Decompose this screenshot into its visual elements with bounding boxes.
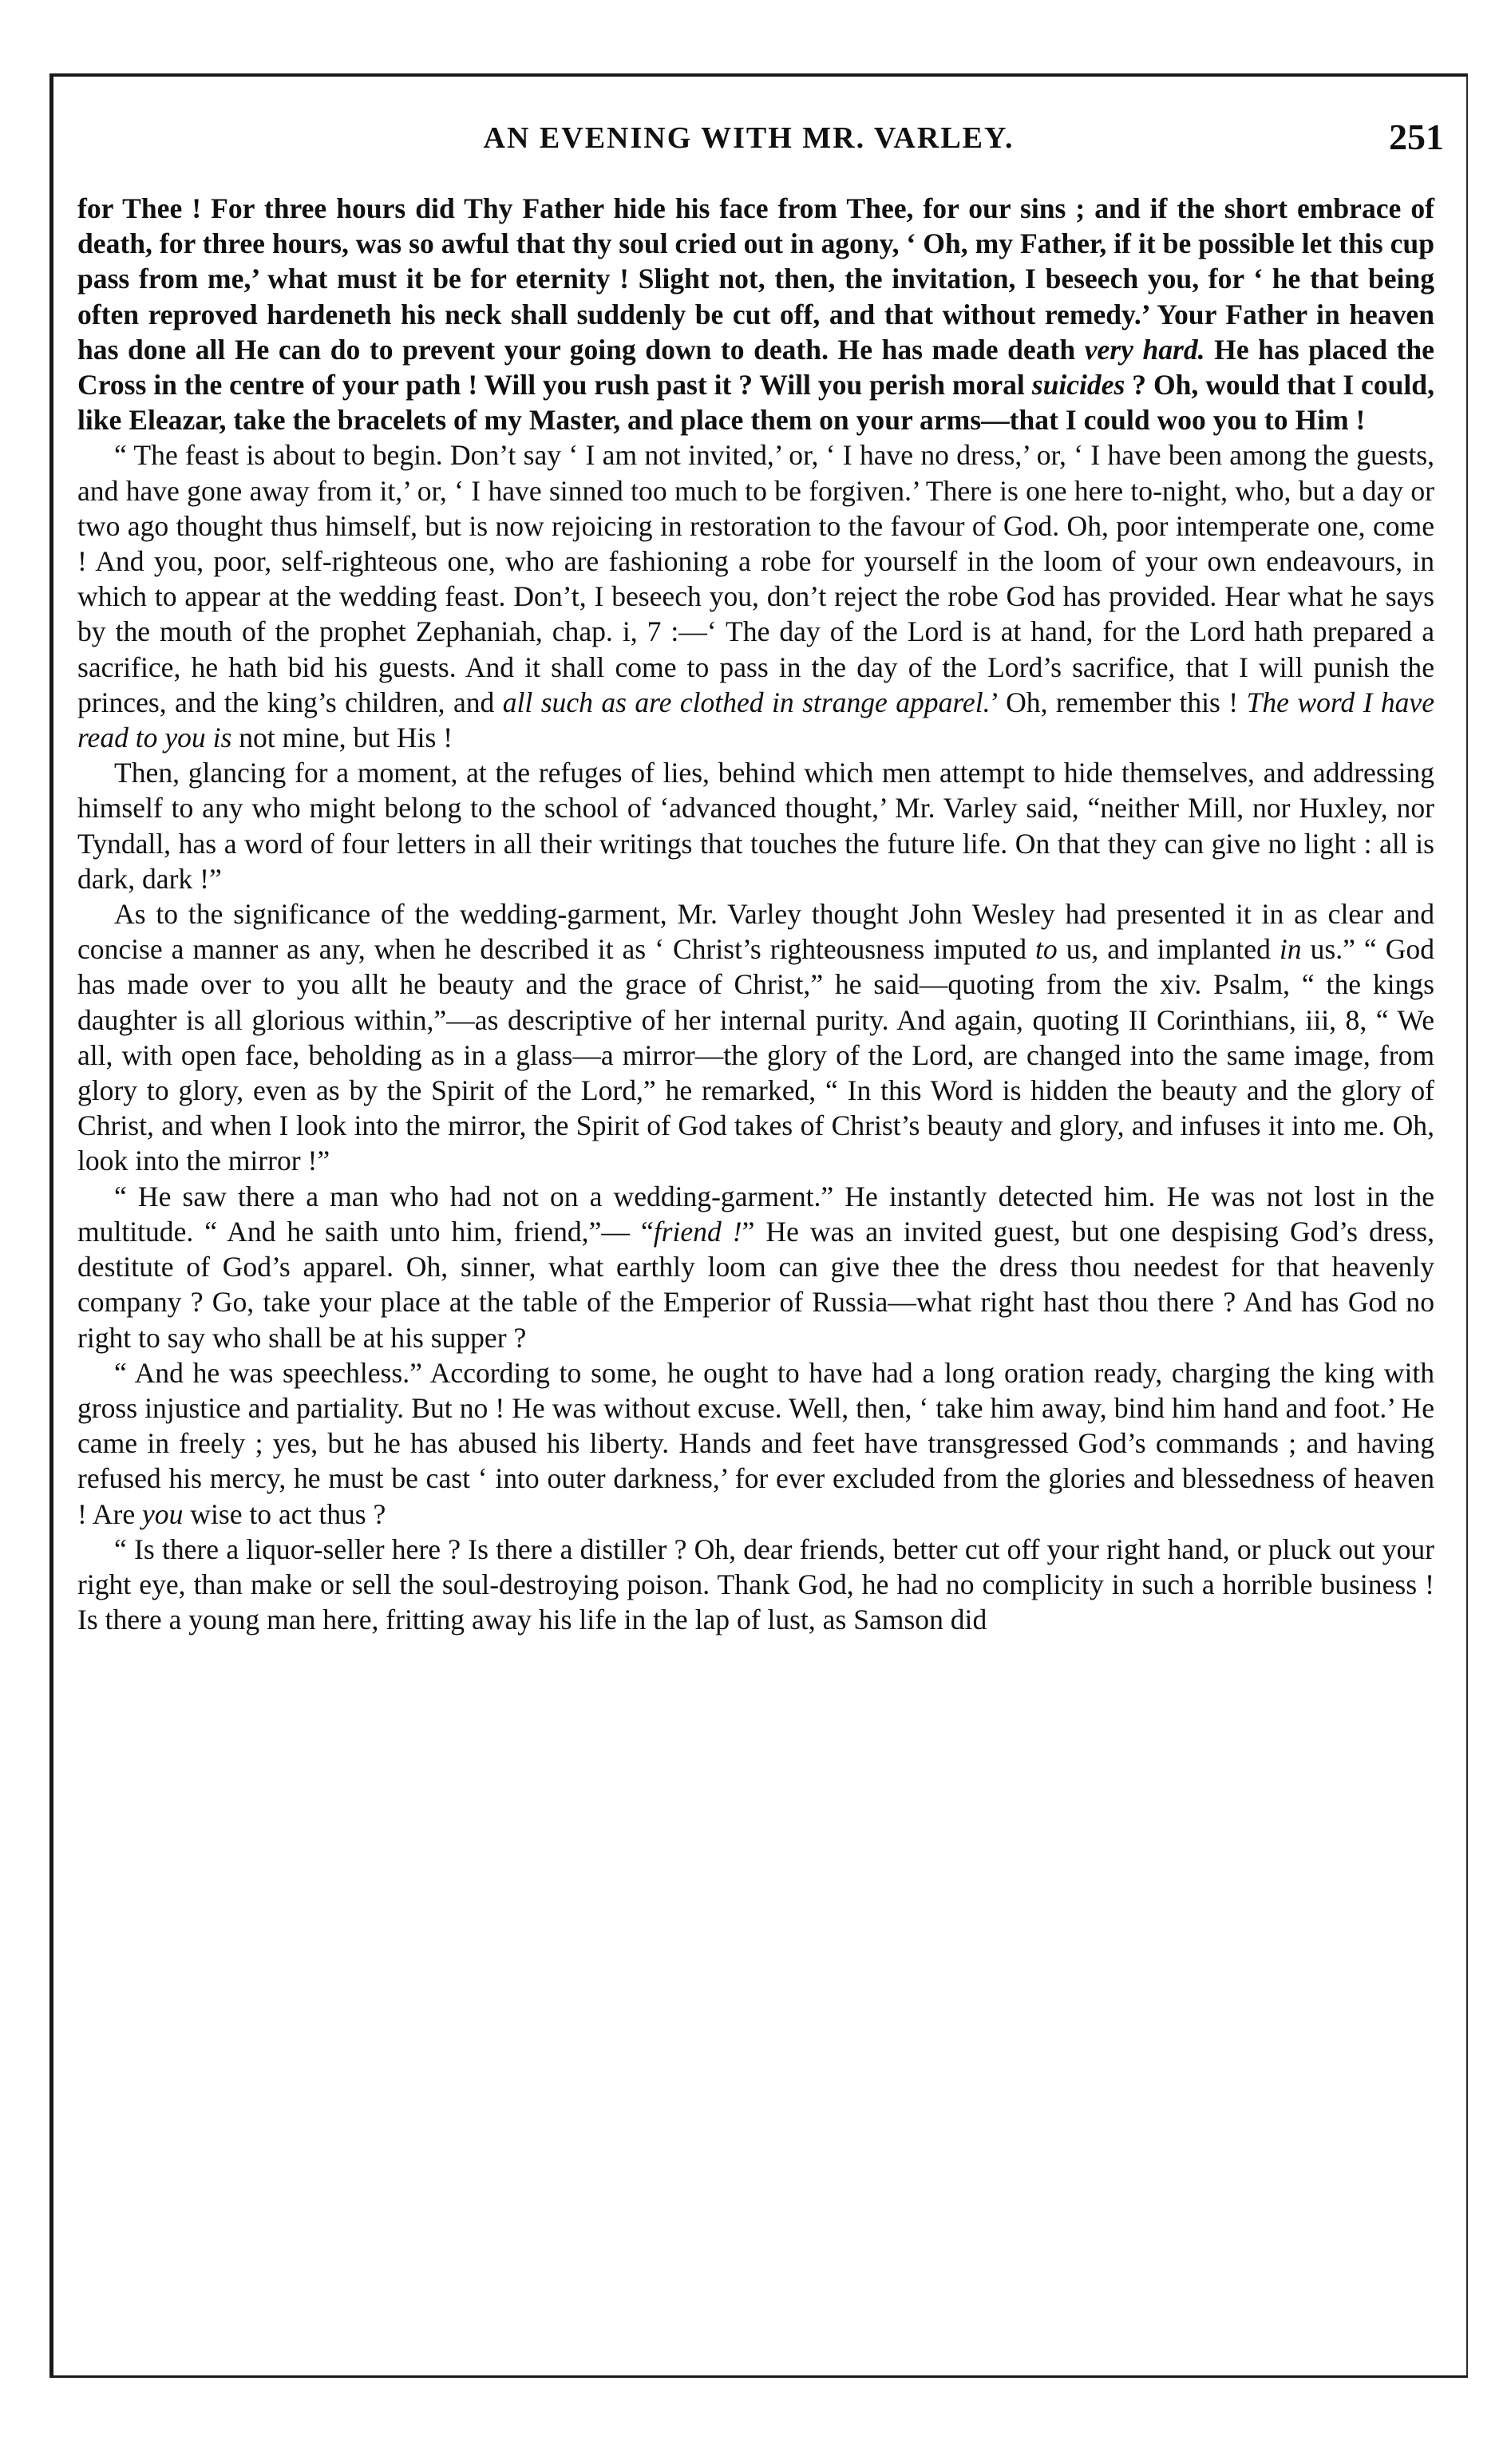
text-run: “ He saw there a man who had not on a wedding-garment.” He instantly detected him. He was not lost in the multitude. “ And he saith unto him, friend,”— “ [77,1180,1434,1248]
paragraph [77,1179,1434,1355]
text-run: ’ Oh, remember this ! [990,686,1247,718]
text-run: us.” “ God has made over to you allt he beauty and the grace of Christ,” he said—quoting from the xiv. Psalm, “ the kings daughter is all glorious within,”—as descriptive of her internal purity. And again, quoting II Corinthians, iii, 8, “ We all, with open face, beholding as in a glass—a mirror—the glory of the Lord, are changed into the same image, from glory to glory, even as by the Spirit of the Lord,” he remarked, “ In this Word is hidden the beauty and the glory of Christ, and when I look into the mirror, the Spirit of God takes of Christ’s beauty and glory, and infuses it into me. Oh, look into the mirror !” [77,933,1434,1177]
text-run: “ The feast is about to begin. Don’t say ‘ I am not invited,’ or, ‘ I have no dress,’ or, ‘ I have been among the guests, and have gone away from it,’ or, ‘ I have sinned too much to be forgiven.’ There is one here to-night, who, but a day or two ago thought thus himself, but is now rejoicing in restoration to the favour of God. Oh, poor intemperate one, come ! And you, poor, self-righteous one, who are fashioning a robe for yourself in the loom of your own endeavours, in which to appear at the wedding feast. Don’t, I beseech you, don’t reject the robe God has provided. Hear what he says by the mouth of the prophet Zephaniah, chap. i, 7 :—‘ The day of the Lord is at hand, for the Lord hath prepared a sacrifice, he hath bid his guests. And it shall come to pass in the day of the Lord’s sacrifice, that I will punish the princes, and the king’s children, and [77,439,1434,718]
italic-text: you [142,1497,184,1530]
paragraph [77,191,1434,437]
italic-text: all such as are clothed in strange apparel. [502,686,991,718]
italic-text: friend ! [653,1215,742,1248]
italic-text: to [1035,933,1058,966]
text-run: for Thee ! For three hours did Thy Father hide his face from Thee, for our sins ; and if the short embrace of death, for three hours, was so awful that thy soul cried out in agony, ‘ Oh, my Father, if it be possible let this cup pass from me,’ what must it be for eternity ! Slight not, then, the invitation, I beseech you, for ‘ he that being often reproved hardeneth his neck shall suddenly be cut off, and that without remedy.’ Your Father in heaven has done all He can do to prevent your going down to death. He has made death [77,192,1434,366]
page-frame [49,73,1468,2378]
text-run: “ Is there a liquor-seller here ? Is there a distiller ? Oh, dear friends, better cut off your right hand, or pluck out your right eye, than make or sell the soul-destroying poison. Thank God, he had no complicity in such a horrible business ! Is there a young man here, fritting away his life in the lap of lust, as Samson did [77,1533,1434,1636]
italic-text: suicides [1031,369,1125,401]
paragraph [77,437,1434,755]
running-head [53,117,1444,176]
text-run: ? Oh, would that I could, like Eleazar, take the bracelets of my Master, and place them on your arms—that I could woo you to Him ! [77,369,1434,437]
paragraph [77,1532,1434,1638]
paragraph [77,755,1434,896]
running-title: AN EVENING WITH MR. VARLEY. [483,121,1015,155]
paragraph [77,896,1434,1179]
text-run: wise to act thus ? [183,1497,386,1530]
paragraph [77,1355,1434,1532]
text-run: us, and implanted [1057,933,1280,966]
body-text [77,191,1434,1637]
page-number: 251 [1389,117,1444,157]
italic-text: very hard. [1084,333,1205,366]
text-run: ” He was an invited guest, but one despising God’s dress, destitute of God’s apparel. Oh, sinner, what earthly loom can give thee the dress thou needest for that heavenly company ? Go, take your place at the table of the Emperior of Russia—what right hast thou there ? And has God no right to say who shall be at his supper ? [77,1215,1434,1354]
text-run: “ And he was speechless.” According to some, he ought to have had a long oration ready, charging the king with gross injustice and partiality. But no ! He was without excuse. Well, then, ‘ take him away, bind him hand and foot.’ He came in freely ; yes, but he has abused his liberty. Hands and feet have transgressed God’s commands ; and having refused his mercy, he must be cast ‘ into outer darkness,’ for ever excluded from the glories and blessedness of heaven ! Are [77,1356,1434,1530]
italic-text: in [1279,933,1302,966]
text-run: He has placed the Cross in the centre of your path ! Will you rush past it ? Will you perish moral [77,333,1434,401]
text-run: Then, glancing for a moment, at the refuges of lies, behind which men attempt to hide themselves, and addressing himself to any who might belong to the school of ‘advanced thought,’ Mr. Varley said, “neither Mill, nor Huxley, nor Tyndall, has a word of four letters in all their writings that touches the future life. On that they can give no light : all is dark, dark !” [77,757,1434,895]
italic-text: The word I have read to you is [77,686,1434,754]
text-run: As to the significance of the wedding-garment, Mr. Varley thought John Wesley had presented it in as clear and concise a manner as any, when he described it as ‘ Christ’s righteousness imputed [77,898,1434,966]
text-run: not mine, but His ! [231,722,453,754]
